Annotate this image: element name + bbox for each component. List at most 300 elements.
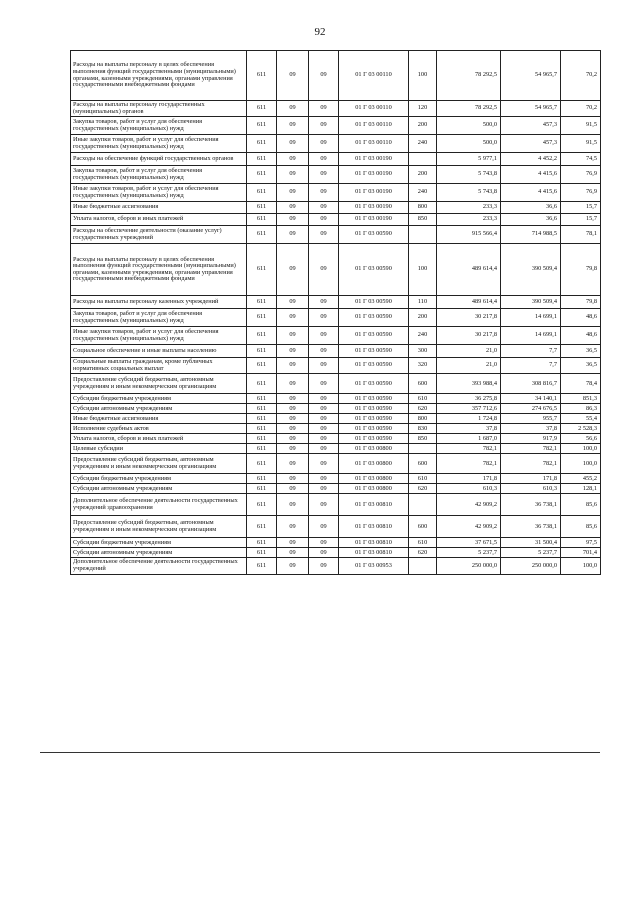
cell-pct: 36,5 (561, 345, 601, 358)
table-row (71, 184, 601, 202)
cell-ved: 611 (247, 558, 277, 574)
cell-vr: 620 (409, 484, 437, 494)
cell-plan: 610,3 (437, 484, 501, 494)
cell-pr: 09 (309, 434, 339, 444)
cell-csr: 01 Г 03 00590 (339, 327, 409, 345)
table-row (71, 327, 601, 345)
cell-pr: 09 (309, 202, 339, 214)
cell-fact: 37,8 (501, 424, 561, 434)
cell-csr: 01 Г 03 00590 (339, 434, 409, 444)
table-row (71, 424, 601, 434)
table-row (71, 101, 601, 117)
cell-pr: 09 (309, 358, 339, 374)
cell-ved: 611 (247, 214, 277, 226)
cell-csr: 01 Г 03 00190 (339, 184, 409, 202)
cell-name: Предоставление субсидий бюджетным, автономным учреждениям и иным некоммерческим организациям (71, 454, 247, 474)
cell-pct: 48,6 (561, 327, 601, 345)
cell-ved: 611 (247, 404, 277, 414)
cell-pr: 09 (309, 374, 339, 394)
cell-fact: 308 816,7 (501, 374, 561, 394)
cell-fact: 31 500,4 (501, 538, 561, 548)
cell-name: Субсидии автономным учреждениям (71, 404, 247, 414)
cell-pct: 55,4 (561, 414, 601, 424)
cell-pr: 09 (309, 296, 339, 309)
cell-ved: 611 (247, 474, 277, 484)
cell-pct: 128,1 (561, 484, 601, 494)
table-row (71, 484, 601, 494)
cell-name: Исполнение судебных актов (71, 424, 247, 434)
cell-rz: 09 (277, 434, 309, 444)
table-row (71, 548, 601, 558)
cell-plan: 500,0 (437, 135, 501, 153)
cell-ved: 611 (247, 309, 277, 327)
cell-pr: 09 (309, 117, 339, 135)
table-row (71, 309, 601, 327)
cell-vr: 300 (409, 345, 437, 358)
cell-vr: 110 (409, 296, 437, 309)
cell-fact: 7,7 (501, 345, 561, 358)
cell-fact: 34 140,1 (501, 394, 561, 404)
cell-fact: 917,9 (501, 434, 561, 444)
cell-rz: 09 (277, 484, 309, 494)
cell-pct: 86,3 (561, 404, 601, 414)
cell-pct: 851,3 (561, 394, 601, 404)
cell-rz: 09 (277, 51, 309, 101)
cell-pct: 2 528,3 (561, 424, 601, 434)
cell-ved: 611 (247, 374, 277, 394)
cell-rz: 09 (277, 202, 309, 214)
cell-pct: 100,0 (561, 444, 601, 454)
cell-name: Дополнительное обеспечение деятельности государственных учреждений здравоохранения (71, 494, 247, 516)
cell-rz: 09 (277, 374, 309, 394)
cell-pct: 74,5 (561, 153, 601, 166)
cell-ved: 611 (247, 538, 277, 548)
cell-pct: 91,5 (561, 135, 601, 153)
table-row (71, 51, 601, 101)
cell-pr: 09 (309, 394, 339, 404)
cell-fact: 4 415,6 (501, 184, 561, 202)
cell-csr: 01 Г 03 00190 (339, 202, 409, 214)
table-row (71, 244, 601, 296)
cell-csr: 01 Г 03 00810 (339, 516, 409, 538)
cell-pct: 76,9 (561, 166, 601, 184)
cell-csr: 01 Г 03 00590 (339, 345, 409, 358)
cell-vr: 620 (409, 548, 437, 558)
cell-vr: 800 (409, 202, 437, 214)
cell-ved: 611 (247, 345, 277, 358)
cell-fact: 7,7 (501, 358, 561, 374)
budget-table (70, 50, 601, 575)
cell-pr: 09 (309, 345, 339, 358)
table-row (71, 296, 601, 309)
cell-ved: 611 (247, 484, 277, 494)
cell-plan: 21,0 (437, 358, 501, 374)
cell-csr: 01 Г 03 00590 (339, 374, 409, 394)
cell-csr: 01 Г 03 00590 (339, 424, 409, 434)
cell-name: Расходы на выплаты персоналу в целях обеспечения выполнения функций государственными (муниципальными) органами, казенными учреждениями, органами управления государственными внебюджетными фондами (71, 244, 247, 296)
cell-csr: 01 Г 03 00810 (339, 494, 409, 516)
table-row (71, 202, 601, 214)
cell-rz: 09 (277, 166, 309, 184)
cell-vr: 620 (409, 404, 437, 414)
cell-rz: 09 (277, 226, 309, 244)
cell-rz: 09 (277, 101, 309, 117)
cell-rz: 09 (277, 135, 309, 153)
cell-plan: 5 237,7 (437, 548, 501, 558)
table-row (71, 474, 601, 484)
cell-fact: 36,6 (501, 202, 561, 214)
cell-pct: 70,2 (561, 51, 601, 101)
cell-vr: 600 (409, 454, 437, 474)
cell-plan: 78 292,5 (437, 101, 501, 117)
cell-ved: 611 (247, 444, 277, 454)
cell-plan: 489 614,4 (437, 296, 501, 309)
cell-pr: 09 (309, 214, 339, 226)
cell-fact: 14 699,1 (501, 309, 561, 327)
cell-pct: 79,8 (561, 296, 601, 309)
cell-ved: 611 (247, 135, 277, 153)
cell-plan: 21,0 (437, 345, 501, 358)
table-row (71, 516, 601, 538)
table-row (71, 166, 601, 184)
cell-name: Иные закупки товаров, работ и услуг для обеспечения государственных (муниципальных) нужд (71, 135, 247, 153)
cell-rz: 09 (277, 454, 309, 474)
cell-fact: 36 738,1 (501, 494, 561, 516)
cell-csr: 01 Г 03 00590 (339, 404, 409, 414)
cell-vr: 200 (409, 166, 437, 184)
cell-name: Субсидии автономным учреждениям (71, 484, 247, 494)
cell-fact: 390 509,4 (501, 244, 561, 296)
cell-name: Иные закупки товаров, работ и услуг для обеспечения государственных (муниципальных) нужд (71, 327, 247, 345)
cell-ved: 611 (247, 51, 277, 101)
cell-csr: 01 Г 03 00590 (339, 414, 409, 424)
cell-ved: 611 (247, 327, 277, 345)
cell-pr: 09 (309, 51, 339, 101)
cell-ved: 611 (247, 244, 277, 296)
cell-plan: 233,3 (437, 202, 501, 214)
cell-plan: 393 988,4 (437, 374, 501, 394)
cell-fact: 782,1 (501, 454, 561, 474)
cell-rz: 09 (277, 404, 309, 414)
cell-vr: 240 (409, 184, 437, 202)
cell-fact: 5 237,7 (501, 548, 561, 558)
cell-name: Субсидии бюджетным учреждениям (71, 474, 247, 484)
cell-ved: 611 (247, 117, 277, 135)
table-row (71, 345, 601, 358)
cell-pct: 15,7 (561, 202, 601, 214)
cell-vr: 120 (409, 101, 437, 117)
cell-vr: 800 (409, 414, 437, 424)
cell-csr: 01 Г 03 00810 (339, 538, 409, 548)
cell-pr: 09 (309, 444, 339, 454)
table-row (71, 538, 601, 548)
cell-ved: 611 (247, 494, 277, 516)
cell-plan: 5 743,8 (437, 184, 501, 202)
table-row (71, 358, 601, 374)
cell-plan: 42 909,2 (437, 516, 501, 538)
cell-vr (409, 226, 437, 244)
cell-vr: 100 (409, 51, 437, 101)
cell-fact: 390 509,4 (501, 296, 561, 309)
cell-name: Иные бюджетные ассигнования (71, 202, 247, 214)
cell-pr: 09 (309, 184, 339, 202)
cell-csr: 01 Г 03 00810 (339, 548, 409, 558)
cell-plan: 5 743,8 (437, 166, 501, 184)
cell-plan: 782,1 (437, 454, 501, 474)
cell-pr: 09 (309, 327, 339, 345)
cell-fact: 171,8 (501, 474, 561, 484)
cell-csr: 01 Г 03 00110 (339, 135, 409, 153)
cell-rz: 09 (277, 538, 309, 548)
table-row (71, 454, 601, 474)
cell-ved: 611 (247, 358, 277, 374)
cell-csr: 01 Г 03 00800 (339, 454, 409, 474)
cell-plan: 78 292,5 (437, 51, 501, 101)
cell-csr: 01 Г 03 00590 (339, 309, 409, 327)
cell-plan: 30 217,8 (437, 327, 501, 345)
cell-vr: 830 (409, 424, 437, 434)
cell-pr: 09 (309, 309, 339, 327)
cell-name: Закупка товаров, работ и услуг для обеспечения государственных (муниципальных) нужд (71, 166, 247, 184)
cell-pct: 15,7 (561, 214, 601, 226)
cell-rz: 09 (277, 548, 309, 558)
table-row (71, 494, 601, 516)
cell-plan: 5 977,1 (437, 153, 501, 166)
cell-pr: 09 (309, 494, 339, 516)
table-row (71, 444, 601, 454)
cell-pr: 09 (309, 516, 339, 538)
cell-ved: 611 (247, 454, 277, 474)
cell-name: Уплата налогов, сборов и иных платежей (71, 214, 247, 226)
cell-pr: 09 (309, 454, 339, 474)
cell-rz: 09 (277, 424, 309, 434)
cell-fact: 714 988,5 (501, 226, 561, 244)
cell-csr: 01 Г 03 00190 (339, 153, 409, 166)
cell-rz: 09 (277, 414, 309, 424)
table-row (71, 558, 601, 574)
cell-name: Закупка товаров, работ и услуг для обеспечения государственных (муниципальных) нужд (71, 309, 247, 327)
cell-rz: 09 (277, 394, 309, 404)
cell-vr (409, 444, 437, 454)
cell-ved: 611 (247, 414, 277, 424)
cell-rz: 09 (277, 184, 309, 202)
cell-rz: 09 (277, 244, 309, 296)
cell-csr: 01 Г 03 00800 (339, 484, 409, 494)
cell-name: Иные бюджетные ассигнования (71, 414, 247, 424)
cell-rz: 09 (277, 358, 309, 374)
cell-pct: 48,6 (561, 309, 601, 327)
cell-rz: 09 (277, 153, 309, 166)
cell-pct: 455,2 (561, 474, 601, 484)
cell-plan: 357 712,6 (437, 404, 501, 414)
cell-rz: 09 (277, 494, 309, 516)
cell-pr: 09 (309, 424, 339, 434)
cell-name: Уплата налогов, сборов и иных платежей (71, 434, 247, 444)
cell-ved: 611 (247, 296, 277, 309)
cell-fact: 782,1 (501, 444, 561, 454)
cell-rz: 09 (277, 558, 309, 574)
cell-csr: 01 Г 03 00590 (339, 226, 409, 244)
cell-ved: 611 (247, 424, 277, 434)
cell-rz: 09 (277, 296, 309, 309)
cell-name: Дополнительное обеспечение деятельности государственных учреждений (71, 558, 247, 574)
table-row (71, 214, 601, 226)
cell-fact: 14 699,1 (501, 327, 561, 345)
cell-csr: 01 Г 03 00800 (339, 444, 409, 454)
cell-ved: 611 (247, 434, 277, 444)
cell-csr: 01 Г 03 00590 (339, 244, 409, 296)
cell-vr: 100 (409, 244, 437, 296)
cell-pr: 09 (309, 474, 339, 484)
cell-pr: 09 (309, 135, 339, 153)
cell-ved: 611 (247, 153, 277, 166)
cell-pct: 76,9 (561, 184, 601, 202)
table-row (71, 135, 601, 153)
cell-rz: 09 (277, 117, 309, 135)
cell-rz: 09 (277, 345, 309, 358)
cell-name: Субсидии бюджетным учреждениям (71, 394, 247, 404)
cell-ved: 611 (247, 548, 277, 558)
cell-pr: 09 (309, 226, 339, 244)
cell-name: Расходы на обеспечение деятельности (оказание услуг) государственных учреждений (71, 226, 247, 244)
cell-name: Закупка товаров, работ и услуг для обеспечения государственных (муниципальных) нужд (71, 117, 247, 135)
cell-rz: 09 (277, 309, 309, 327)
cell-csr: 01 Г 03 00190 (339, 214, 409, 226)
cell-csr: 01 Г 03 00590 (339, 358, 409, 374)
cell-rz: 09 (277, 327, 309, 345)
cell-fact: 250 000,0 (501, 558, 561, 574)
cell-pr: 09 (309, 166, 339, 184)
cell-plan: 500,0 (437, 117, 501, 135)
cell-vr: 200 (409, 309, 437, 327)
cell-vr (409, 153, 437, 166)
cell-vr: 200 (409, 117, 437, 135)
cell-pct: 85,6 (561, 516, 601, 538)
cell-pct: 701,4 (561, 548, 601, 558)
cell-name: Социальные выплаты гражданам, кроме публичных нормативных социальных выплат (71, 358, 247, 374)
cell-ved: 611 (247, 226, 277, 244)
cell-vr: 610 (409, 394, 437, 404)
table-row (71, 226, 601, 244)
cell-pr: 09 (309, 101, 339, 117)
cell-fact: 54 965,7 (501, 101, 561, 117)
table-row (71, 117, 601, 135)
cell-csr: 01 Г 03 00800 (339, 474, 409, 484)
cell-pr: 09 (309, 244, 339, 296)
cell-pr: 09 (309, 538, 339, 548)
cell-pr: 09 (309, 414, 339, 424)
cell-fact: 610,3 (501, 484, 561, 494)
cell-ved: 611 (247, 516, 277, 538)
cell-pct: 100,0 (561, 558, 601, 574)
table-row (71, 404, 601, 414)
cell-plan: 915 566,4 (437, 226, 501, 244)
cell-rz: 09 (277, 444, 309, 454)
cell-plan: 250 000,0 (437, 558, 501, 574)
cell-name: Субсидии автономным учреждениям (71, 548, 247, 558)
cell-name: Предоставление субсидий бюджетным, автономным учреждениям и иным некоммерческим организациям (71, 516, 247, 538)
page-number: 92 (314, 26, 326, 38)
cell-fact: 36,6 (501, 214, 561, 226)
cell-pr: 09 (309, 548, 339, 558)
cell-pr: 09 (309, 558, 339, 574)
cell-fact: 4 415,6 (501, 166, 561, 184)
cell-vr: 240 (409, 135, 437, 153)
cell-plan: 782,1 (437, 444, 501, 454)
cell-plan: 233,3 (437, 214, 501, 226)
cell-pct: 85,6 (561, 494, 601, 516)
cell-pr: 09 (309, 153, 339, 166)
cell-fact: 54 965,7 (501, 51, 561, 101)
page-bottom-rule (40, 752, 600, 753)
cell-plan: 171,8 (437, 474, 501, 484)
cell-name: Расходы на выплаты персоналу в целях обеспечения выполнения функций государственными (муниципальными) органами, казенными учреждениями, органами управления государственными внебюджетными фондами (71, 51, 247, 101)
cell-name: Предоставление субсидий бюджетным, автономным учреждениям и иным некоммерческим организациям (71, 374, 247, 394)
cell-fact: 457,3 (501, 135, 561, 153)
cell-vr: 610 (409, 538, 437, 548)
table-row (71, 434, 601, 444)
cell-name: Иные закупки товаров, работ и услуг для обеспечения государственных (муниципальных) нужд (71, 184, 247, 202)
cell-fact: 4 452,2 (501, 153, 561, 166)
cell-pct: 78,1 (561, 226, 601, 244)
cell-vr: 600 (409, 516, 437, 538)
table-row (71, 374, 601, 394)
cell-plan: 489 614,4 (437, 244, 501, 296)
cell-plan: 1 724,8 (437, 414, 501, 424)
cell-plan: 1 687,0 (437, 434, 501, 444)
cell-pct: 79,8 (561, 244, 601, 296)
cell-csr: 01 Г 03 00590 (339, 296, 409, 309)
cell-vr: 600 (409, 374, 437, 394)
cell-ved: 611 (247, 184, 277, 202)
cell-csr: 01 Г 03 00590 (339, 394, 409, 404)
cell-pct: 70,2 (561, 101, 601, 117)
cell-ved: 611 (247, 202, 277, 214)
cell-vr: 850 (409, 214, 437, 226)
cell-fact: 457,3 (501, 117, 561, 135)
cell-vr (409, 558, 437, 574)
cell-ved: 611 (247, 166, 277, 184)
cell-vr: 320 (409, 358, 437, 374)
cell-vr (409, 494, 437, 516)
cell-fact: 36 738,1 (501, 516, 561, 538)
cell-rz: 09 (277, 214, 309, 226)
cell-name: Расходы на выплаты персоналу государственных (муниципальных) органов (71, 101, 247, 117)
cell-plan: 36 275,8 (437, 394, 501, 404)
cell-plan: 37 671,5 (437, 538, 501, 548)
cell-name: Социальное обеспечение и иные выплаты населению (71, 345, 247, 358)
cell-pct: 100,0 (561, 454, 601, 474)
cell-csr: 01 Г 03 00110 (339, 51, 409, 101)
cell-plan: 30 217,8 (437, 309, 501, 327)
cell-vr: 610 (409, 474, 437, 484)
cell-csr: 01 Г 03 00110 (339, 101, 409, 117)
table-row (71, 153, 601, 166)
cell-vr: 850 (409, 434, 437, 444)
cell-rz: 09 (277, 516, 309, 538)
cell-pct: 91,5 (561, 117, 601, 135)
cell-name: Расходы на обеспечение функций государственных органов (71, 153, 247, 166)
table-row (71, 394, 601, 404)
cell-ved: 611 (247, 101, 277, 117)
cell-ved: 611 (247, 394, 277, 404)
cell-plan: 37,8 (437, 424, 501, 434)
cell-name: Целевые субсидии (71, 444, 247, 454)
cell-csr: 01 Г 03 00110 (339, 117, 409, 135)
cell-plan: 42 909,2 (437, 494, 501, 516)
cell-vr: 240 (409, 327, 437, 345)
cell-name: Субсидии бюджетным учреждениям (71, 538, 247, 548)
